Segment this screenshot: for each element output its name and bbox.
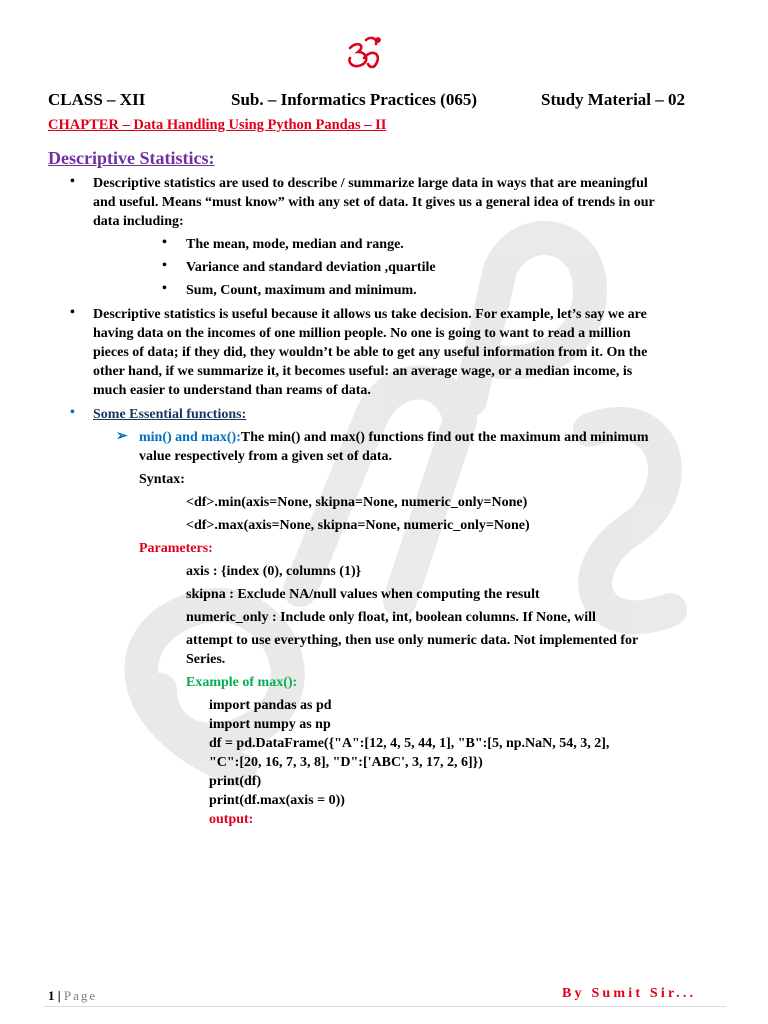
bullet1-line: data including: [93,214,184,229]
bullet2-line: Descriptive statistics is useful because it allows us take decision. For example, let’s say we are [93,307,647,322]
essential-functions-link[interactable]: Some Essential functions: [93,407,247,422]
output-label: output: [209,812,254,827]
sub-bullet-marker: • [162,281,167,296]
code-line: df = pd.DataFrame({"A":[12, 4, 5, 44, 1], "B":[5, np.NaN, 54, 3, 2], [209,736,610,751]
parameter-line: attempt to use everything, then use only numeric data. Not implemented for [186,633,639,648]
document-header [48,90,708,112]
sub-item: Sum, Count, maximum and minimum. [186,283,417,298]
code-line: import numpy as np [209,717,331,732]
bullet2-line: pieces of data; if they did, they wouldn’t be able to get any useful information from it. On the [93,345,648,360]
author-signature: By Sumit Sir... [562,986,697,1001]
page-number-value: 1 [48,988,55,1003]
code-line: print(df.max(axis = 0)) [209,793,345,808]
bullet1-line: Descriptive statistics are used to describe / summarize large data in ways that are meaningful [93,176,648,191]
sub-bullet-marker: • [162,258,167,273]
code-line: "C":[20, 16, 7, 3, 8], "D":['ABC', 3, 17, 2, 6]}) [209,755,483,770]
subject-label: Sub. – Informatics Practices (065) [231,90,477,109]
parameters-label: Parameters: [139,541,213,556]
material-label: Study Material – 02 [541,90,686,109]
section-title: Descriptive Statistics: [48,148,215,168]
bullet-marker: • [70,305,75,320]
parameter-line: skipna : Exclude NA/null values when computing the result [186,587,540,602]
syntax-label: Syntax: [139,472,185,487]
syntax-line: <df>.max(axis=None, skipna=None, numeric_only=None) [186,518,530,533]
bullet2-line: other hand, if we summarize it, it becomes useful: an average wage, or a median income, is [93,364,633,379]
page-word: Page [63,988,98,1003]
class-label: CLASS – XII [48,90,146,109]
arrow-bullet-icon: ➢ [116,429,128,444]
code-line: print(df) [209,774,262,789]
page-separator: | [57,988,61,1003]
sub-item: The mean, mode, median and range. [186,237,404,252]
om-logo-icon [344,34,388,74]
parameter-line: Series. [186,652,226,667]
page-number [48,988,97,1004]
bullet2-text [93,305,718,400]
example-label: Example of max(): [186,675,298,690]
bullet2-line: much easier to understand than reams of data. [93,383,371,398]
sub-item: Variance and standard deviation ,quartile [186,260,436,275]
chapter-title: CHAPTER – Data Handling Using Python Pandas – II [48,117,387,133]
parameter-line: numeric_only : Include only float, int, boolean columns. If None, will [186,610,596,625]
parameter-line: axis : {index (0), columns (1)} [186,564,362,579]
minmax-function-name: min() and max(): [139,430,241,445]
syntax-line: <df>.min(axis=None, skipna=None, numeric_only=None) [186,495,528,510]
footer-divider [44,1006,726,1007]
sub-bullet-marker: • [162,235,167,250]
minmax-desc-line: The min() and max() functions find out the maximum and minimum [240,430,649,445]
bullet1-line: and useful. Means “must know” with any set of data. It gives us a general idea of trends in our [93,195,655,210]
bullet1-text [93,174,718,231]
minmax-desc-line: value respectively from a given set of data. [139,449,392,464]
minmax-description [139,428,719,466]
code-line: import pandas as pd [209,698,332,713]
bullet2-line: having data on the incomes of one million people. No one is going to want to read a million [93,326,631,341]
bullet-marker: • [70,174,75,189]
bullet-marker: • [70,405,75,420]
